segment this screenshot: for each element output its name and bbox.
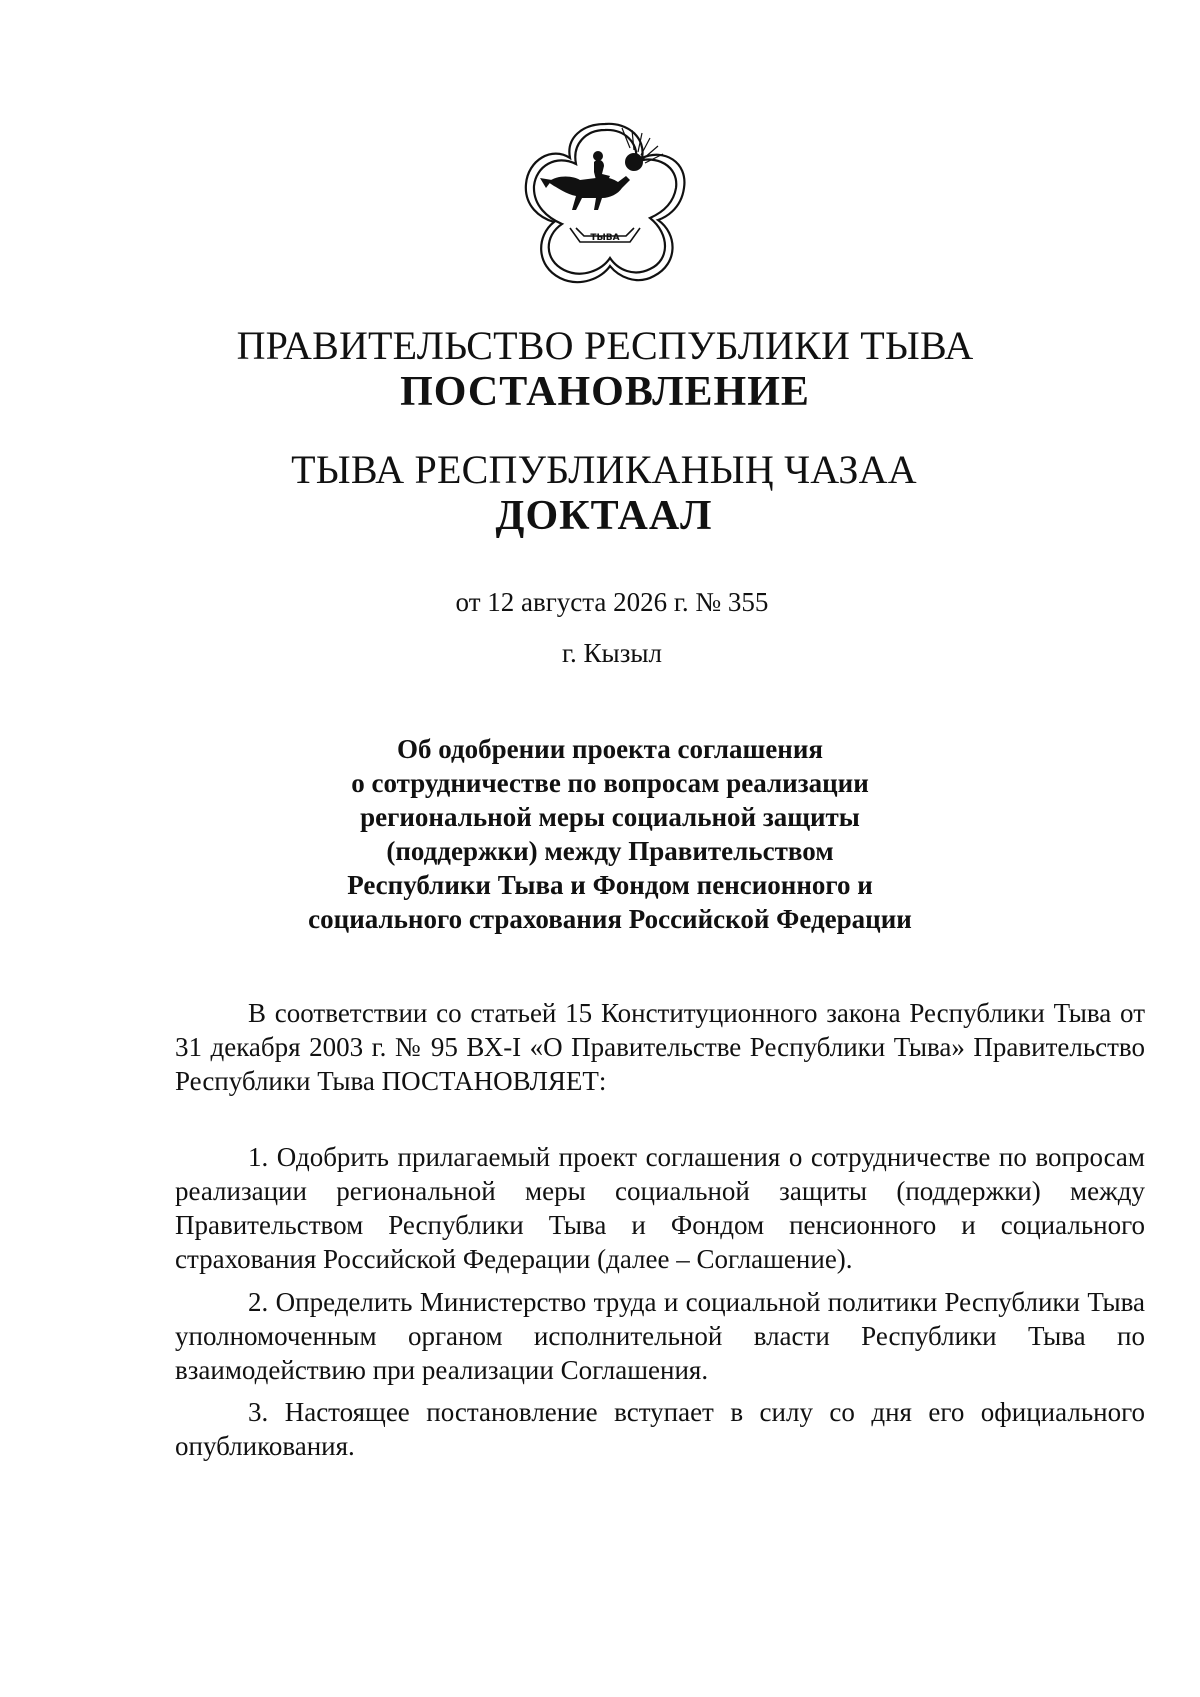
resolution-item-2 [175, 1285, 1145, 1387]
title-line: (поддержки) между Правительством [386, 836, 834, 866]
emblem-label: ТЫВА [590, 233, 620, 243]
title-line: о сотрудничестве по вопросам реализации [351, 768, 869, 798]
document-type-ru: ПОСТАНОВЛЕНИЕ [400, 369, 810, 415]
resolution-item-text: 3. Настоящее постановление вступает в силу со дня его официального опубликования. [175, 1397, 1145, 1461]
document-city: г. Кызыл [562, 638, 662, 668]
title-line: региональной меры социальной защиты [360, 802, 860, 832]
document-title [300, 732, 920, 936]
preamble-paragraph [175, 996, 1145, 1098]
resolution-item-3 [175, 1395, 1145, 1463]
preamble-text: В соответствии со статьей 15 Конституционного закона Республики Тыва от 31 декабря 2003 г. № 95 ВХ-I «О Правительстве Республики Тыва» Правительство Республики Тыва ПОСТАНОВЛЯЕТ: [175, 998, 1145, 1096]
coat-of-arms-emblem [518, 118, 692, 290]
resolution-item-text: 2. Определить Министерство труда и социальной политики Республики Тыва уполномоченным органом исполнительной власти Республики Тыва по взаимодействию при реализации Соглашения. [175, 1287, 1145, 1385]
document-date-number: от 12 августа 2026 г. № 355 [455, 587, 769, 617]
title-line: Об одобрении проекта соглашения [396, 734, 824, 764]
resolution-item-text: 1. Одобрить прилагаемый проект соглашения о сотрудничестве по вопросам реализации региональной меры социальной защиты (поддержки) между Правительством Республики Тыва и Фондом пенсионного и социального страхования Российской Федерации (далее – Соглашение). [175, 1142, 1145, 1274]
title-line: социального страхования Российской Федерации [308, 904, 912, 934]
resolution-item-1 [175, 1140, 1145, 1276]
document-type-tv: ДОКТААЛ [495, 493, 713, 539]
government-name-ru: ПРАВИТЕЛЬСТВО РЕСПУБЛИКИ ТЫВА [236, 323, 974, 368]
government-name-tv: ТЫВА РЕСПУБЛИКАНЫҢ ЧАЗАА [291, 447, 917, 492]
title-line: Республики Тыва и Фондом пенсионного и [347, 870, 873, 900]
